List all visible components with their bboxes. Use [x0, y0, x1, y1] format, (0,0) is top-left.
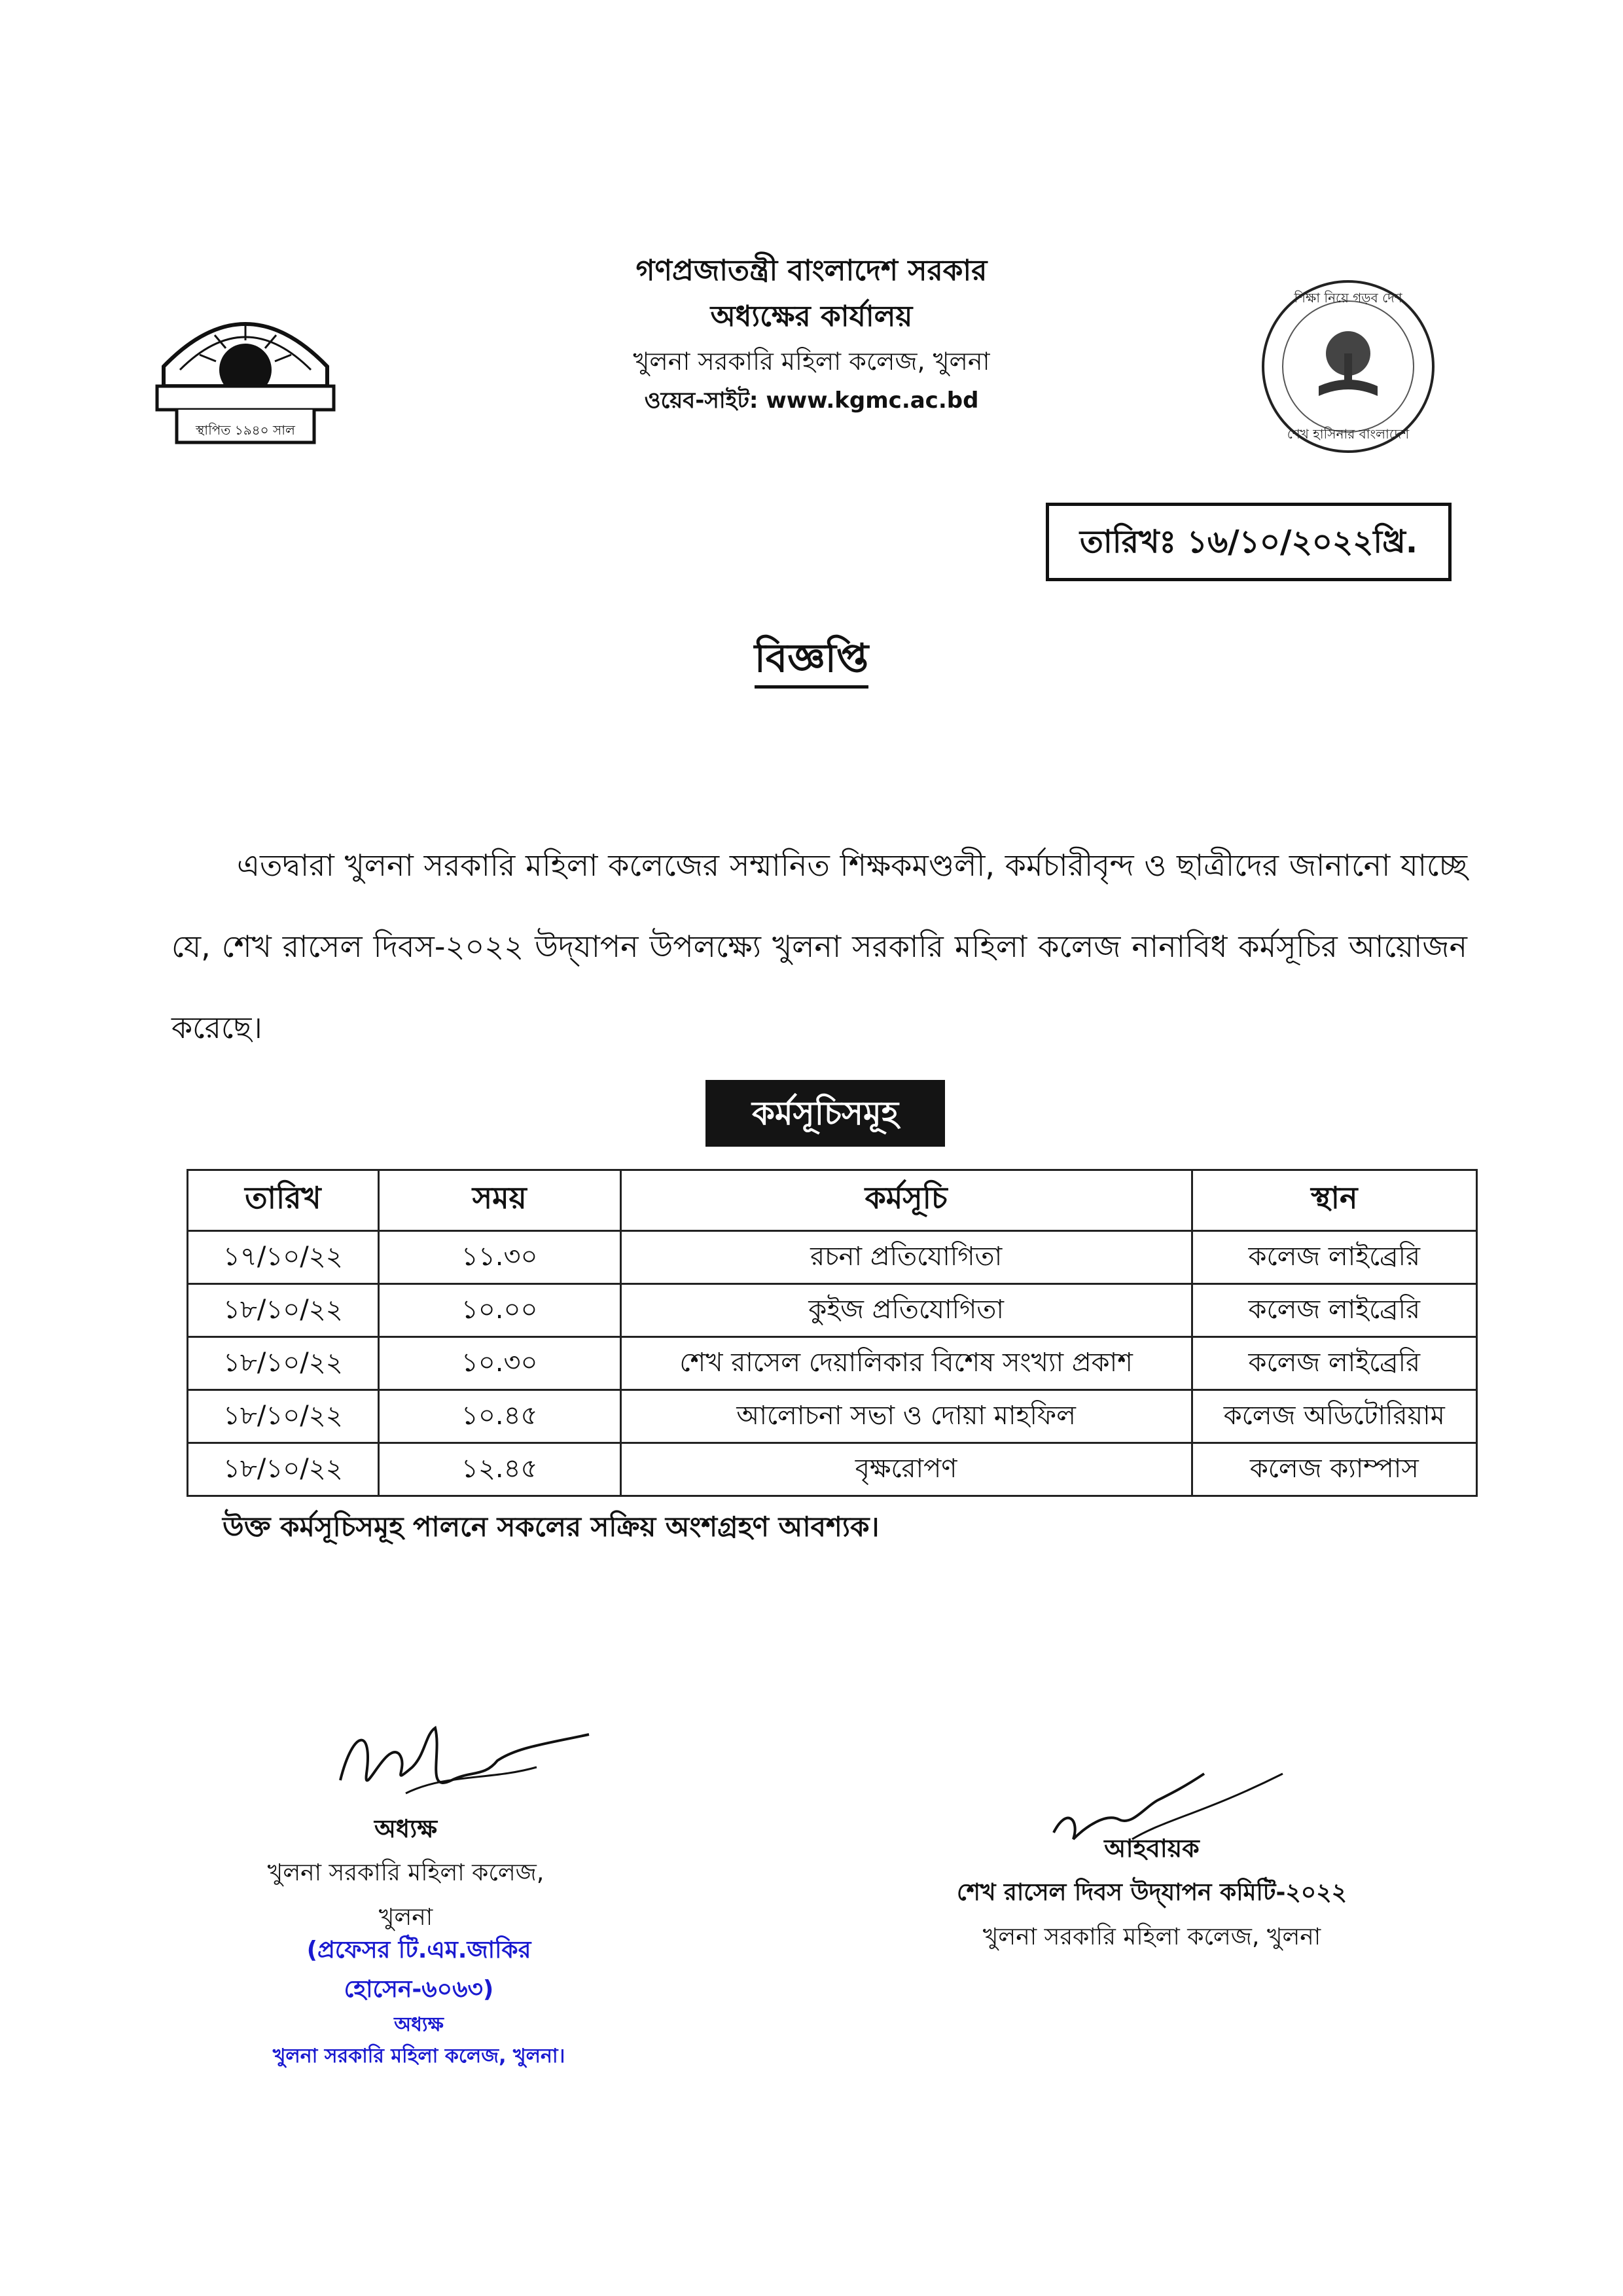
table-row [188, 1443, 1477, 1496]
notice-title-text: বিজ্ঞপ্তি [755, 636, 868, 689]
principal-city: খুলনা [378, 1904, 433, 1931]
closing-line: উক্ত কর্মসূচিসমূহ পালনে সকলের সক্রিয় অংশগ্রহণ আবশ্যক। [223, 1511, 880, 1543]
convener-signature-block [916, 1826, 1387, 1960]
cell-time: ১০.০০ [378, 1284, 620, 1337]
header-time: সময় [378, 1170, 620, 1231]
table-header-row [188, 1170, 1477, 1231]
cell-venue: কলেজ ক্যাম্পাস [1192, 1443, 1476, 1496]
stamp-name: (প্রফেসর টি.এম.জাকির হোসেন-৬০৬৩) [306, 1937, 531, 2003]
cell-venue: কলেজ অডিটোরিয়াম [1192, 1390, 1476, 1443]
cell-date: ১৮/১০/২২ [188, 1337, 379, 1390]
principal-stamp [236, 1931, 602, 2072]
convener-title: আহবায়ক [1104, 1834, 1200, 1863]
principal-title: অধ্যক্ষ [374, 1814, 437, 1843]
svg-text:শেখ হাসিনার বাংলাদেশ: শেখ হাসিনার বাংলাদেশ [1287, 426, 1410, 442]
notice-title [654, 628, 969, 694]
stamp-college: খুলনা সরকারি মহিলা কলেজ, খুলনা। [272, 2045, 565, 2068]
cell-date: ১৮/১০/২২ [188, 1284, 379, 1337]
table-row [188, 1231, 1477, 1284]
cell-date: ১৭/১০/২২ [188, 1231, 379, 1284]
stamp-role: অধ্যক্ষ [394, 2013, 444, 2036]
principal-signature-block [223, 1806, 589, 1940]
cell-program: বৃক্ষরোপণ [620, 1443, 1192, 1496]
header-program: কর্মসূচি [620, 1170, 1192, 1231]
website-url: www.kgmc.ac.bd [766, 387, 979, 414]
cell-time: ১০.৩০ [378, 1337, 620, 1390]
svg-text:শিক্ষা নিয়ে গড়ব দেশ: শিক্ষা নিয়ে গড়ব দেশ [1294, 290, 1402, 306]
website-line [484, 382, 1139, 419]
cell-time: ১২.৪৫ [378, 1443, 620, 1496]
svg-text:স্থাপিত ১৯৪০ সাল: স্থাপিত ১৯৪০ সাল [196, 422, 295, 438]
header-date: তারিখ [188, 1170, 379, 1231]
header-venue: স্থান [1192, 1170, 1476, 1231]
cell-date: ১৮/১০/২২ [188, 1390, 379, 1443]
notice-paragraph: এতদ্বারা খুলনা সরকারি মহিলা কলেজের সম্মানিত শিক্ষকমণ্ডলী, কর্মচারীবৃন্দ ও ছাত্রীদের জানানো যাচ্ছে যে, শেখ রাসেল দিবস-২০২২ উদ্‌যাপন উপলক্ষ্যে খুলনা সরকারি মহিলা কলেজ নানাবিধ কর্মসূচির আয়োজন করেছে। [171, 848, 1467, 1045]
cell-time: ১১.৩০ [378, 1231, 620, 1284]
cell-program: কুইজ প্রতিযোগিতা [620, 1284, 1192, 1337]
table-row [188, 1337, 1477, 1390]
website-label: ওয়েব-সাইট: [644, 387, 758, 414]
office-name: অধ্যক্ষের কার্যালয় [710, 300, 913, 333]
program-table [187, 1169, 1478, 1497]
cell-venue: কলেজ লাইব্রেরি [1192, 1284, 1476, 1337]
college-seal-logo [151, 288, 340, 458]
college-address: খুলনা সরকারি মহিলা কলেজ, খুলনা [633, 347, 990, 376]
convener-committee: শেখ রাসেল দিবস উদ্‌যাপন কমিটি-২০২২ [956, 1879, 1347, 1906]
cell-program: শেখ রাসেল দেয়ালিকার বিশেষ সংখ্যা প্রকাশ [620, 1337, 1192, 1390]
table-row [188, 1390, 1477, 1443]
cell-time: ১০.৪৫ [378, 1390, 620, 1443]
cell-venue: কলেজ লাইব্রেরি [1192, 1231, 1476, 1284]
program-heading: কর্মসূচিসমূহ [705, 1080, 945, 1147]
convener-college: খুলনা সরকারি মহিলা কলেজ, খুলনা [982, 1924, 1321, 1950]
slogan-seal-logo [1257, 275, 1440, 458]
cell-program: রচনা প্রতিযোগিতা [620, 1231, 1192, 1284]
notice-body [171, 825, 1467, 1068]
cell-date: ১৮/১০/২২ [188, 1443, 379, 1496]
letterhead [484, 249, 1139, 419]
principal-college: খুলনা সরকারি মহিলা কলেজ, [267, 1859, 544, 1886]
table-row [188, 1284, 1477, 1337]
principal-signature [327, 1715, 602, 1813]
cell-venue: কলেজ লাইব্রেরি [1192, 1337, 1476, 1390]
cell-program: আলোচনা সভা ও দোয়া মাহফিল [620, 1390, 1192, 1443]
government-name: গণপ্রজাতন্ত্রী বাংলাদেশ সরকার [635, 254, 988, 287]
date-box: তারিখঃ ১৬/১০/২০২২খ্রি. [1046, 503, 1452, 581]
